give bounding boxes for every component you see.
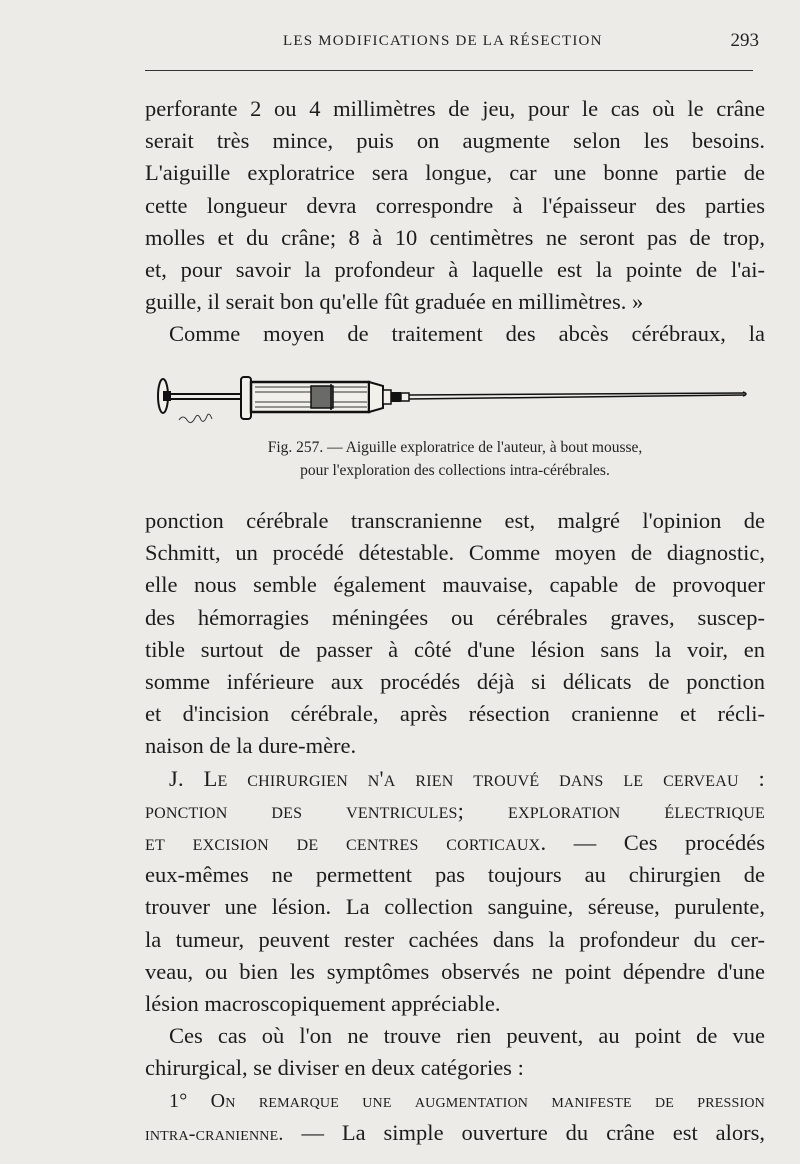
- text-fragment: — Ces procédés: [546, 830, 765, 856]
- list-item-heading: intra-cranienne.: [145, 1122, 284, 1145]
- text-line: ponction cérébrale transcranienne est, malgré l'opinion de: [145, 508, 765, 533]
- text-line: [145, 1117, 765, 1150]
- paragraph-1: [145, 93, 765, 351]
- text-line: elle nous semble également mauvaise, capable de provoquer: [145, 572, 765, 598]
- running-head: LES MODIFICATIONS DE LA RÉSECTION: [283, 33, 603, 49]
- caption-line: Fig. 257. — Aiguille exploratrice de l'auteur, à bout mousse,: [267, 439, 643, 456]
- text-line: perforante 2 ou 4 millimètres de jeu, pour le cas où le crâne: [145, 96, 765, 121]
- section-heading: J. Le chirurgien n'a rien trouvé dans le cerveau :: [169, 765, 765, 791]
- paragraph-2: [145, 505, 765, 1150]
- figure-caption: [145, 436, 765, 482]
- text-line: molles et du crâne; 8 à 10 centimètres ne seront pas de trop,: [145, 224, 765, 250]
- text-line: et d'incision cérébrale, après résection cranienne et récli-: [145, 701, 765, 727]
- text-line: chirurgical, se diviser en deux catégories :: [145, 1055, 524, 1081]
- text-line: somme inférieure aux procédés déjà si délicats de ponction: [145, 669, 765, 695]
- text-line: eux-mêmes ne permettent pas toujours au chirurgien de: [145, 862, 765, 888]
- text-line: guille, il serait bon qu'elle fût graduée en millimètres. »: [145, 289, 644, 315]
- text-line: cette longueur devra correspondre à l'épaisseur des parties: [145, 192, 765, 218]
- header-rule: [145, 70, 753, 71]
- text-line: trouver une lésion. La collection sanguine, séreuse, purulente,: [145, 894, 765, 920]
- page-number: 293: [730, 30, 759, 51]
- text-line: lésion macroscopiquement appréciable.: [145, 991, 501, 1017]
- text-line: L'aiguille exploratrice sera longue, car une bonne partie de: [145, 160, 765, 186]
- text-line: serait très mince, puis on augmente selon les besoins.: [145, 128, 765, 154]
- text-fragment: — La simple ouverture du crâne est alors,: [283, 1119, 765, 1145]
- section-heading: et excision de centres corticaux.: [145, 830, 547, 856]
- text-line: et, pour savoir la profondeur à laquelle est la pointe de l'ai-: [145, 257, 765, 283]
- text-line: tible surtout de passer à côté d'une lésion sans la voir, en: [145, 636, 765, 662]
- text-line: Comme moyen de traitement des abcès cérébraux, la: [169, 321, 765, 347]
- list-item-heading: 1° On remarque une augmentation manifeste de pression: [169, 1089, 765, 1112]
- text-line: des hémorragies méningées ou cérébrales graves, suscep-: [145, 604, 765, 630]
- caption-line: pour l'exploration des collections intra-cérébrales.: [300, 462, 610, 479]
- text-line: naison de la dure-mère.: [145, 733, 357, 759]
- needle-illustration: [155, 372, 755, 430]
- page-header: [145, 30, 760, 60]
- text-line: veau, ou bien les symptômes observés ne point dépendre d'une: [145, 958, 765, 984]
- text-line: [145, 827, 765, 859]
- text-line: la tumeur, peuvent rester cachées dans la profondeur du cer-: [145, 926, 765, 952]
- text-line: Ces cas où l'on ne trouve rien peuvent, au point de vue: [169, 1023, 765, 1049]
- section-heading: ponction des ventricules; exploration électrique: [145, 797, 765, 823]
- text-line: Schmitt, un procédé détestable. Comme moyen de diagnostic,: [145, 540, 765, 566]
